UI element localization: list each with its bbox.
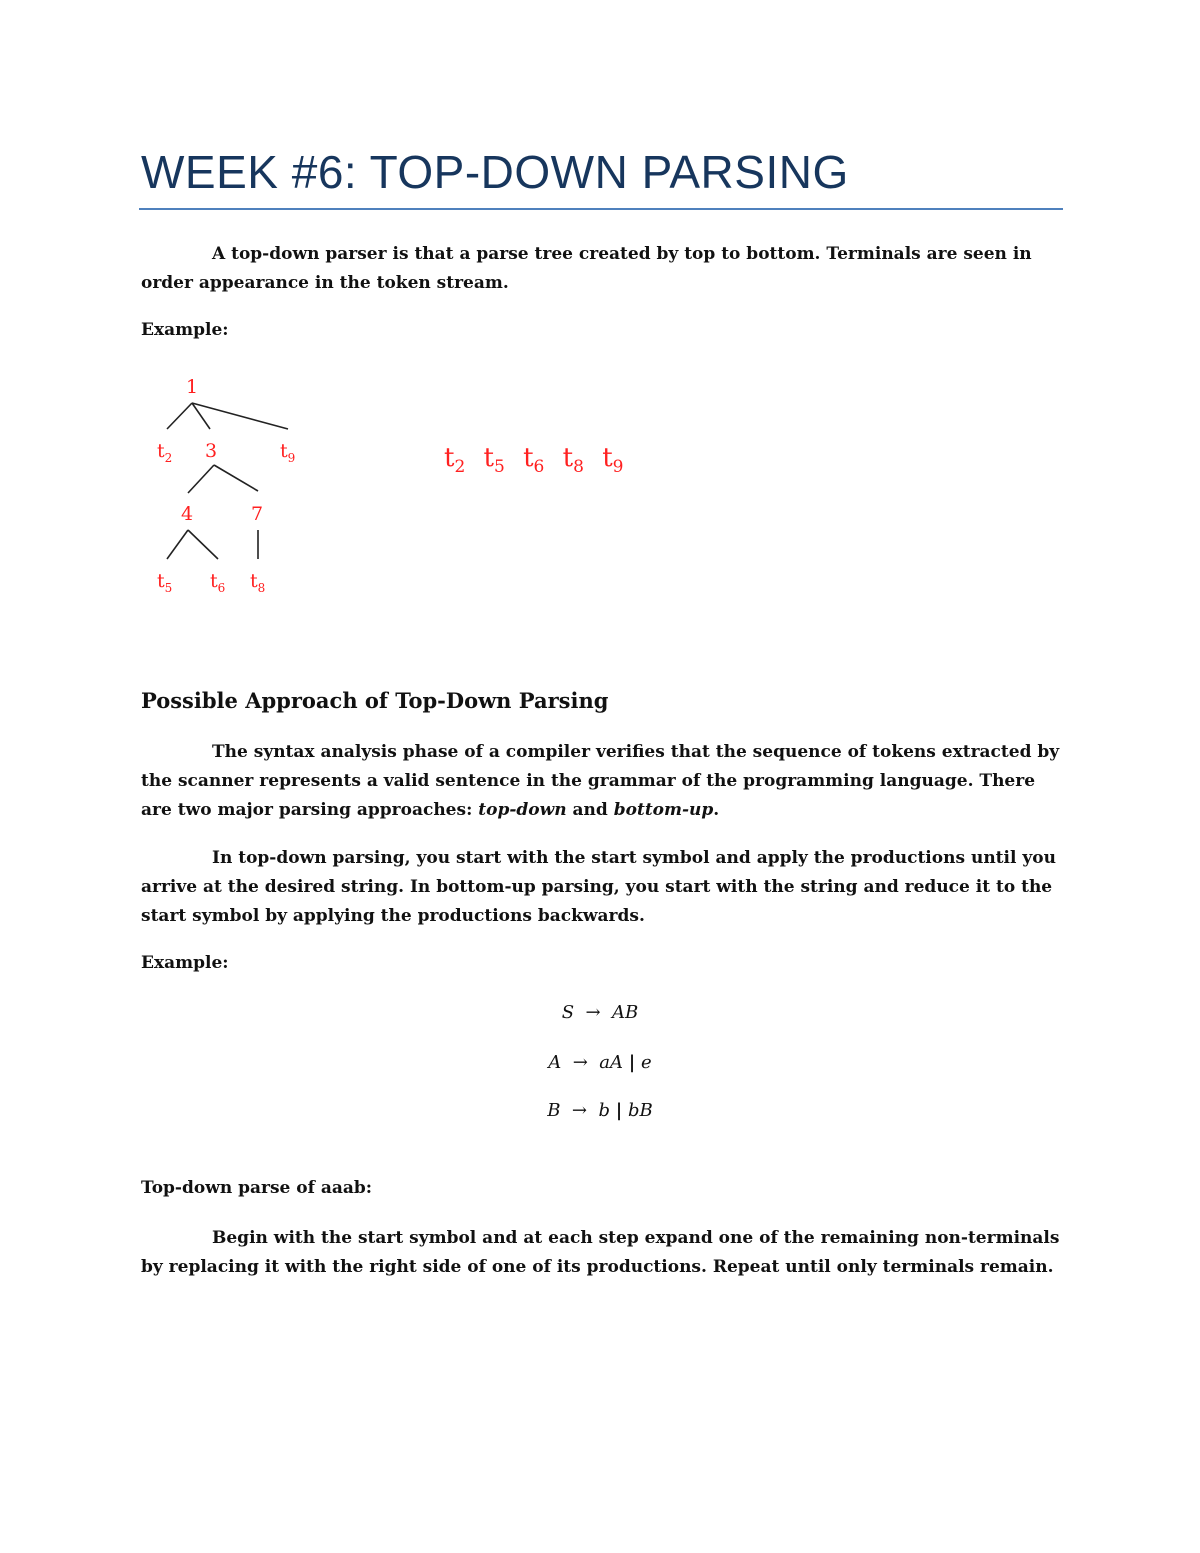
parse-tree-diagram [130,365,330,610]
token-t2: $t_2$ [444,443,466,478]
token-t6: $t_6$ [523,443,545,478]
tree-node-t8: $t_8$ [250,570,266,595]
edge-4-t6 [188,530,218,559]
token-t8: $t_8$ [562,443,584,478]
grammar-rule-s: S → AB [561,1002,639,1023]
top-down-paragraph: In top-down parsing, you start with the start symbol and apply the productions until you arrive at the desired string. In bottom-up parsing, you start with the string and reduce it to the start symbol by applying the productions backwards. [141,848,1056,926]
token-sequence [444,443,633,477]
edge-4-t5 [167,530,188,559]
tree-node-t5: $t_5$ [157,570,173,595]
syntax-analysis-text: The syntax analysis phase of a compiler verifies that the sequence of tokens extracted by the scanner represents a valid sentence in the grammar of the programming language. There are two major parsing approaches: [141,742,1060,820]
grammar-rule-a: A → aA | e [548,1052,652,1073]
tree-node-t6: $t_6$ [210,570,226,595]
approach-top-down: top-down [478,800,567,820]
tree-node-4: 4 [181,503,194,525]
edge-3-7 [214,465,258,491]
title-underline [139,208,1063,210]
approach-end: . [713,800,720,820]
page-title: WEEK #6: TOP-DOWN PARSING [141,146,849,198]
tree-node-7: 7 [251,503,264,525]
parse-label: Top-down parse of aaab: [141,1178,373,1198]
approach-bottom-up: bottom-up [613,800,714,820]
edge-3-4 [188,465,214,493]
tree-node-t2: $t_2$ [157,440,173,465]
begin-paragraph: Begin with the start symbol and at each step expand one of the remaining non-terminals by replacing it with the right side of one of its productions. Repeat until only terminals remain. [141,1228,1060,1277]
example-label-2: Example: [141,953,229,973]
token-t9: $t_9$ [602,443,624,478]
example-label: Example: [141,320,229,340]
approach-and: and [566,800,614,820]
tree-node-3: 3 [205,440,218,462]
grammar-rule-b: B → b | bB [547,1100,653,1121]
section-heading: Possible Approach of Top-Down Parsing [141,688,609,713]
edge-1-t2 [167,403,192,429]
tree-node-1: 1 [186,376,199,398]
token-t5: $t_5$ [483,443,505,478]
syntax-analysis-paragraph [141,738,1063,825]
intro-paragraph: A top-down parser is that a parse tree created by top to bottom. Terminals are seen in order appearance in the token stream. [141,244,1032,293]
tree-node-t9: $t_9$ [280,440,296,465]
